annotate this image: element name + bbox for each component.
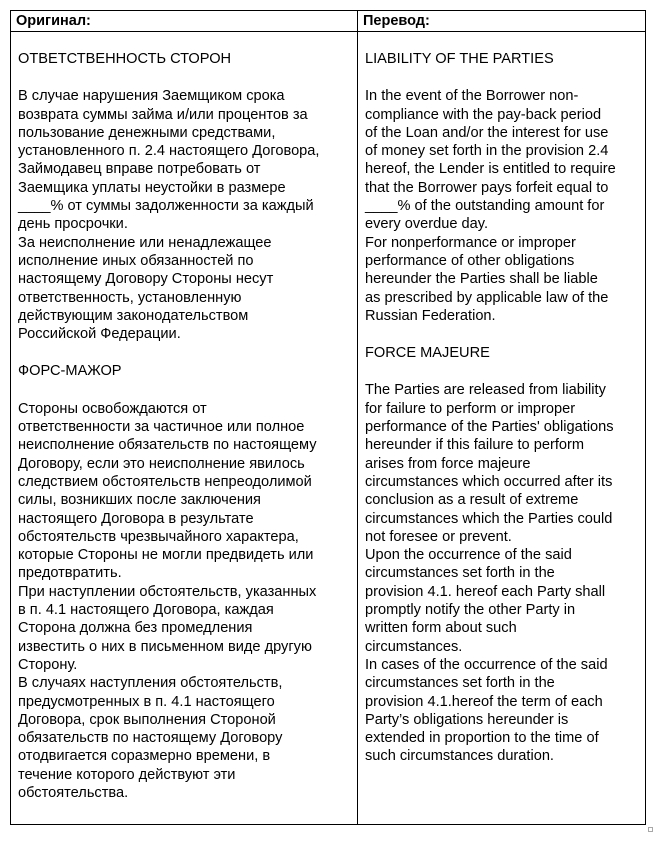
original-column-header: Оригинал: [16, 13, 91, 29]
original-force-majeure-paragraph-2: При наступлении обстоятельств, указанных в п. 4.1 настоящего Договора, каждая Сторона должна без промедления известить о них в письменном виде другую Сторону. [18, 583, 317, 673]
translation-column-header: Перевод: [363, 13, 430, 29]
original-force-majeure-paragraph-1: Стороны освобождаются от ответственности за частичное или полное неисполнение обязательств по настоящему Договору, если это неисполнение явилось следствием обстоятельств непреодолимой силы, возникших после заключения настоящего Договора в результате обстоятельств чрезвычайного характера, которые Стороны не могли предвидеть или предотвратить. [18, 400, 317, 582]
translation-force-majeure-heading: FORCE MAJEURE [365, 345, 490, 362]
column-divider [357, 11, 358, 824]
bilingual-contract-table [10, 10, 646, 825]
original-liability-paragraph-2: За неисполнение или ненадлежащее исполнение иных обязанностей по настоящему Договору Стороны несут ответственность, установленную действующим законодательством Российской Федерации. [18, 234, 274, 343]
original-force-majeure-heading: ФОРС-МАЖОР [18, 363, 122, 380]
translation-liability-paragraph-2: For nonperformance or improper performance of other obligations hereunder the Parties shall be liable as prescribed by applicable law of the Russian Federation. [365, 234, 609, 324]
translation-text-column [365, 50, 643, 766]
table-resize-handle[interactable] [648, 827, 653, 832]
translation-liability-heading: LIABILITY OF THE PARTIES [365, 51, 554, 67]
translation-force-majeure-paragraph-3: In cases of the occurrence of the said circumstances set forth in the provision 4.1.hereof the term of each Party’s obligations hereunder is extended in proportion to the time of such circumstances duration. [365, 656, 608, 765]
original-force-majeure-paragraph-3: В случаях наступления обстоятельств, предусмотренных в п. 4.1 настоящего Договора, срок выполнения Стороной обязательств по настоящему Договору отодвигается соразмерно времени, в течение которого действуют эти обстоятельства. [18, 675, 283, 801]
translation-liability-paragraph-1: In the event of the Borrower non- compliance with the pay-back period of the Loan and/or the interest for use of money set forth in the provision 2.4 hereof, the Lender is entitled to require that the Borrower pays forfeit equal to ____% of the outstanding amount for every overdue day. [365, 88, 616, 233]
translation-force-majeure-paragraph-2: Upon the occurrence of the said circumstances set forth in the provision 4.1. hereof each Party shall promptly notify the other Party in written form about such circumstances. [365, 547, 606, 655]
header-divider [11, 31, 645, 32]
original-liability-paragraph-1: В случае нарушения Заемщиком срока возврата суммы займа и/или процентов за пользование денежными средствами, установленного п. 2.4 настоящего Договора, Займодавец вправе потребовать от Заемщика уплаты неустойки в размере ____% от суммы задолженности за каждый день просрочки. [18, 88, 320, 233]
original-text-column [18, 50, 352, 802]
translation-force-majeure-paragraph-1: The Parties are released from liability for failure to perform or improper performance of the Parties' obligations hereunder if this failure to perform arises from force majeure circumstances which occurred after its conclusion as a result of extreme circumstances which the Parties could not foresee or prevent. [365, 382, 614, 545]
original-liability-heading: ОТВЕТСТВЕННОСТЬ СТОРОН [18, 51, 232, 67]
